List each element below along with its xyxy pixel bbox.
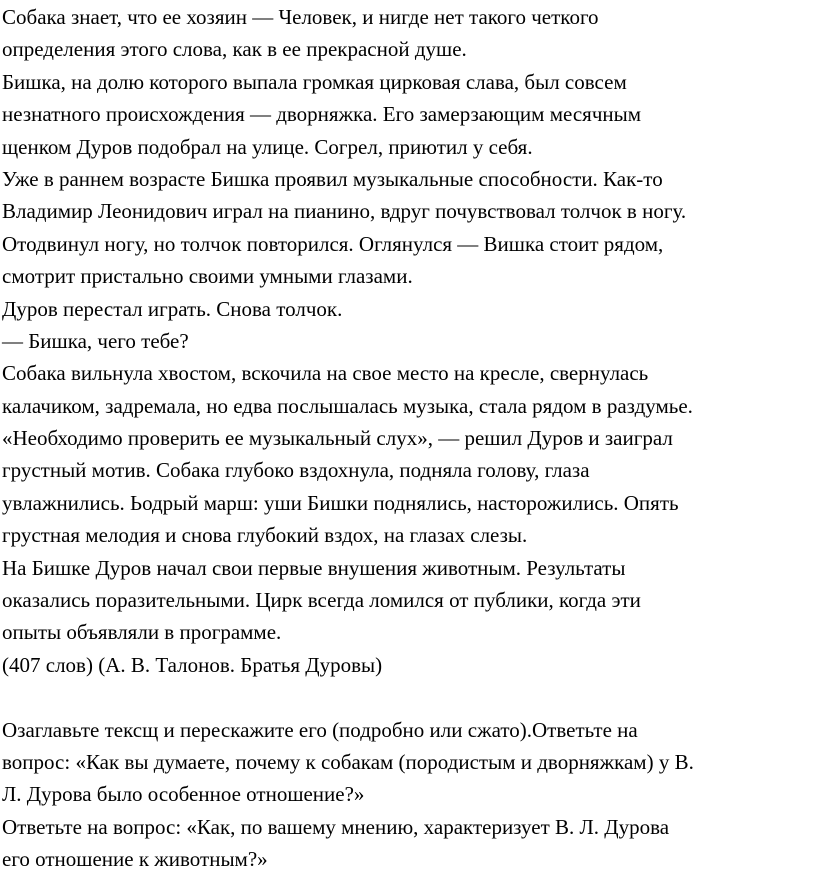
task-line: Озаглавьте тексщ и перескажите его (подробно или сжато).Ответьте на: [2, 717, 638, 742]
text-line: незнатного происхождения — дворняжка. Его замерзающим месячным: [2, 102, 642, 127]
text-line: На Бишке Дуров начал свои первые внушения животным. Результаты: [2, 555, 626, 580]
text-line: «Необходимо проверить ее музыкальный слух», — решил Дуров и заиграл: [2, 426, 673, 451]
text-line: грустная мелодия и снова глубокий вздох, на глазах слезы.: [2, 523, 528, 548]
document-page: [2, 1, 812, 876]
text-line: смотрит пристально своими умными глазами.: [2, 264, 413, 289]
text-line: определения этого слова, как в ее прекрасной душе.: [2, 37, 467, 62]
task-line: его отношение к животным?»: [2, 847, 268, 872]
text-line: Отодвинул ногу, но толчок повторился. Оглянулся — Вишка стоит рядом,: [2, 231, 664, 256]
source-citation: (407 слов) (А. В. Талонов. Братья Дуровы): [2, 652, 383, 677]
text-line: Бишка, на долю которого выпала громкая цирковая слава, был совсем: [2, 69, 627, 94]
text-line: оказались поразительными. Цирк всегда ломился от публики, когда эти: [2, 588, 641, 613]
text-line: грустный мотив. Собака глубоко вздохнула, подняла голову, глаза: [2, 458, 590, 483]
text-line: калачиком, задремала, но едва послышалась музыка, стала рядом в раздумье.: [2, 393, 693, 418]
text-line: опыты объявляли в программе.: [2, 620, 282, 645]
story-text: [2, 1, 812, 681]
text-line: увлажнились. Ьодрый марш: уши Бишки поднялись, насторожились. Опять: [2, 490, 679, 515]
text-line: Собака вильнула хвостом, вскочила на свое место на кресле, свернулась: [2, 361, 649, 386]
text-line: щенком Дуров подобрал на улице. Согрел, приютил у себя.: [2, 134, 533, 159]
text-line: — Бишка, чего тебе?: [2, 328, 189, 353]
task-line: вопрос: «Как вы думаете, почему к собакам (породистым и дворняжкам) у В.: [2, 749, 694, 774]
task-line: Л. Дурова было особенное отношение?»: [2, 782, 365, 807]
text-line: Собака знает, что ее хозяин — Человек, и нигде нет такого четкого: [2, 5, 599, 29]
assignment-text: [2, 714, 812, 876]
text-line: Дуров перестал играть. Снова толчок.: [2, 296, 343, 321]
text-line: Уже в раннем возрасте Бишка проявил музыкальные способности. Как-то: [2, 166, 663, 191]
task-line: Ответьте на вопрос: «Как, по вашему мнению, характеризует В. Л. Дурова: [2, 814, 670, 839]
blank-line: [2, 681, 812, 713]
text-line: Владимир Леонидович играл на пианино, вдруг почувствовал толчок в ногу.: [2, 199, 687, 224]
